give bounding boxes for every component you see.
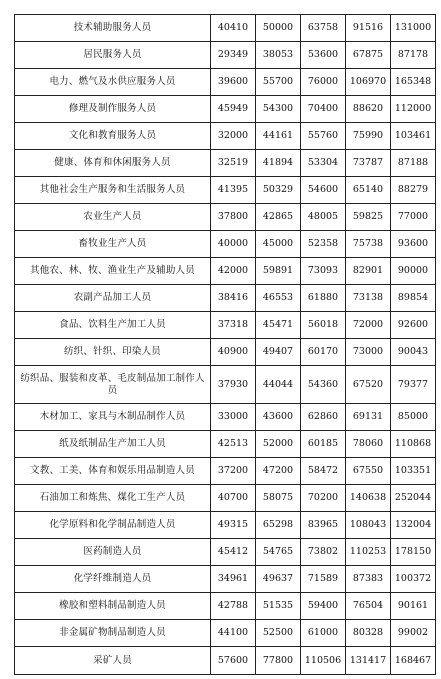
- value-cell-4: 82901: [346, 258, 391, 285]
- value-cell-1: 45949: [211, 96, 256, 123]
- table-row: [15, 366, 436, 404]
- value-cell-2: 52500: [256, 620, 301, 647]
- salary-table: [14, 14, 436, 675]
- table-row: [15, 96, 436, 123]
- value-cell-2: 45000: [256, 231, 301, 258]
- table-row: [15, 285, 436, 312]
- value-cell-5: 112000: [391, 96, 436, 123]
- value-cell-4: 75990: [346, 123, 391, 150]
- value-cell-3: 54600: [301, 177, 346, 204]
- occupation-name-cell: 非金属矿物制品制造人员: [15, 620, 211, 647]
- value-cell-1: 32000: [211, 123, 256, 150]
- table-row: [15, 593, 436, 620]
- occupation-name-cell: 文教、工美、体育和娱乐用品制造人员: [15, 458, 211, 485]
- value-cell-1: 37318: [211, 312, 256, 339]
- value-cell-4: 72000: [346, 312, 391, 339]
- value-cell-4: 67875: [346, 42, 391, 69]
- value-cell-5: 85000: [391, 404, 436, 431]
- occupation-name-cell: 其他社会生产服务和生活服务人员: [15, 177, 211, 204]
- value-cell-2: 54765: [256, 539, 301, 566]
- value-cell-5: 100372: [391, 566, 436, 593]
- value-cell-2: 44161: [256, 123, 301, 150]
- table-row: [15, 647, 436, 675]
- value-cell-1: 41395: [211, 177, 256, 204]
- table-row: [15, 539, 436, 566]
- table-body: [15, 15, 436, 675]
- value-cell-1: 42513: [211, 431, 256, 458]
- value-cell-1: 40900: [211, 339, 256, 366]
- value-cell-5: 87178: [391, 42, 436, 69]
- occupation-name-cell: 木材加工、家具与木制品制作人员: [15, 404, 211, 431]
- value-cell-3: 53304: [301, 150, 346, 177]
- value-cell-5: 99002: [391, 620, 436, 647]
- value-cell-3: 53600: [301, 42, 346, 69]
- value-cell-3: 76000: [301, 69, 346, 96]
- table-row: [15, 431, 436, 458]
- value-cell-4: 73000: [346, 339, 391, 366]
- value-cell-5: 90043: [391, 339, 436, 366]
- value-cell-4: 106970: [346, 69, 391, 96]
- occupation-name-cell: 电力、燃气及水供应服务人员: [15, 69, 211, 96]
- table-row: [15, 42, 436, 69]
- table-row: [15, 258, 436, 285]
- occupation-name-cell: 修理及制作服务人员: [15, 96, 211, 123]
- value-cell-4: 67520: [346, 366, 391, 404]
- occupation-name-cell: 技术辅助服务人员: [15, 15, 211, 42]
- value-cell-1: 33000: [211, 404, 256, 431]
- value-cell-1: 44100: [211, 620, 256, 647]
- salary-table-container: [14, 14, 436, 675]
- value-cell-3: 58472: [301, 458, 346, 485]
- value-cell-1: 45412: [211, 539, 256, 566]
- table-row: [15, 339, 436, 366]
- value-cell-3: 56018: [301, 312, 346, 339]
- value-cell-2: 65298: [256, 512, 301, 539]
- value-cell-3: 52358: [301, 231, 346, 258]
- table-row: [15, 123, 436, 150]
- value-cell-1: 40000: [211, 231, 256, 258]
- value-cell-1: 38416: [211, 285, 256, 312]
- occupation-name-cell: 食品、饮料生产加工人员: [15, 312, 211, 339]
- value-cell-4: 73787: [346, 150, 391, 177]
- value-cell-3: 70400: [301, 96, 346, 123]
- value-cell-2: 42865: [256, 204, 301, 231]
- value-cell-5: 168467: [391, 647, 436, 675]
- value-cell-5: 103351: [391, 458, 436, 485]
- value-cell-2: 54300: [256, 96, 301, 123]
- value-cell-3: 83965: [301, 512, 346, 539]
- value-cell-3: 48005: [301, 204, 346, 231]
- occupation-name-cell: 纸及纸制品生产加工人员: [15, 431, 211, 458]
- table-row: [15, 404, 436, 431]
- value-cell-3: 59400: [301, 593, 346, 620]
- value-cell-4: 140638: [346, 485, 391, 512]
- occupation-name-cell: 化学原料和化学制品制造人员: [15, 512, 211, 539]
- value-cell-4: 78060: [346, 431, 391, 458]
- value-cell-2: 50329: [256, 177, 301, 204]
- value-cell-3: 73802: [301, 539, 346, 566]
- value-cell-5: 252044: [391, 485, 436, 512]
- value-cell-5: 178150: [391, 539, 436, 566]
- table-row: [15, 512, 436, 539]
- value-cell-3: 110506: [301, 647, 346, 675]
- value-cell-3: 61880: [301, 285, 346, 312]
- value-cell-1: 32519: [211, 150, 256, 177]
- value-cell-2: 55700: [256, 69, 301, 96]
- occupation-name-cell: 医药制造人员: [15, 539, 211, 566]
- value-cell-5: 88279: [391, 177, 436, 204]
- occupation-name-cell: 居民服务人员: [15, 42, 211, 69]
- value-cell-4: 75738: [346, 231, 391, 258]
- value-cell-4: 108043: [346, 512, 391, 539]
- value-cell-2: 49637: [256, 566, 301, 593]
- value-cell-5: 93600: [391, 231, 436, 258]
- table-row: [15, 177, 436, 204]
- value-cell-2: 52000: [256, 431, 301, 458]
- value-cell-1: 42000: [211, 258, 256, 285]
- table-row: [15, 231, 436, 258]
- value-cell-5: 165348: [391, 69, 436, 96]
- value-cell-2: 51535: [256, 593, 301, 620]
- value-cell-4: 91516: [346, 15, 391, 42]
- value-cell-3: 70200: [301, 485, 346, 512]
- value-cell-1: 49315: [211, 512, 256, 539]
- value-cell-5: 89854: [391, 285, 436, 312]
- value-cell-2: 43600: [256, 404, 301, 431]
- value-cell-1: 42788: [211, 593, 256, 620]
- value-cell-2: 45471: [256, 312, 301, 339]
- value-cell-1: 40700: [211, 485, 256, 512]
- value-cell-3: 54360: [301, 366, 346, 404]
- table-row: [15, 458, 436, 485]
- value-cell-4: 87383: [346, 566, 391, 593]
- occupation-name-cell: 健康、体育和休闲服务人员: [15, 150, 211, 177]
- value-cell-2: 47200: [256, 458, 301, 485]
- value-cell-2: 49407: [256, 339, 301, 366]
- value-cell-3: 60185: [301, 431, 346, 458]
- table-row: [15, 620, 436, 647]
- value-cell-2: 44044: [256, 366, 301, 404]
- value-cell-4: 88620: [346, 96, 391, 123]
- value-cell-1: 37800: [211, 204, 256, 231]
- value-cell-3: 71589: [301, 566, 346, 593]
- value-cell-5: 110868: [391, 431, 436, 458]
- occupation-name-cell: 农副产品加工人员: [15, 285, 211, 312]
- value-cell-4: 69131: [346, 404, 391, 431]
- value-cell-5: 90161: [391, 593, 436, 620]
- value-cell-3: 60170: [301, 339, 346, 366]
- value-cell-4: 65140: [346, 177, 391, 204]
- value-cell-2: 41894: [256, 150, 301, 177]
- occupation-name-cell: 石油加工和炼焦、煤化工生产人员: [15, 485, 211, 512]
- value-cell-1: 37200: [211, 458, 256, 485]
- value-cell-5: 132004: [391, 512, 436, 539]
- value-cell-4: 73138: [346, 285, 391, 312]
- value-cell-3: 61000: [301, 620, 346, 647]
- table-row: [15, 69, 436, 96]
- value-cell-5: 79377: [391, 366, 436, 404]
- value-cell-1: 34961: [211, 566, 256, 593]
- value-cell-4: 80328: [346, 620, 391, 647]
- value-cell-5: 103461: [391, 123, 436, 150]
- value-cell-4: 67550: [346, 458, 391, 485]
- occupation-name-cell: 橡胶和塑料制品制造人员: [15, 593, 211, 620]
- value-cell-1: 40410: [211, 15, 256, 42]
- value-cell-5: 90000: [391, 258, 436, 285]
- value-cell-4: 76504: [346, 593, 391, 620]
- value-cell-1: 39600: [211, 69, 256, 96]
- table-row: [15, 566, 436, 593]
- occupation-name-cell: 畜牧业生产人员: [15, 231, 211, 258]
- value-cell-2: 77800: [256, 647, 301, 675]
- value-cell-1: 37930: [211, 366, 256, 404]
- value-cell-1: 29349: [211, 42, 256, 69]
- value-cell-4: 131417: [346, 647, 391, 675]
- value-cell-2: 58075: [256, 485, 301, 512]
- table-row: [15, 204, 436, 231]
- occupation-name-cell: 化学纤维制造人员: [15, 566, 211, 593]
- occupation-name-cell: 其他农、林、牧、渔业生产及辅助人员: [15, 258, 211, 285]
- value-cell-1: 57600: [211, 647, 256, 675]
- value-cell-3: 63758: [301, 15, 346, 42]
- value-cell-5: 92600: [391, 312, 436, 339]
- value-cell-2: 59891: [256, 258, 301, 285]
- value-cell-4: 110253: [346, 539, 391, 566]
- value-cell-2: 50000: [256, 15, 301, 42]
- table-row: [15, 150, 436, 177]
- occupation-name-cell: 纺织品、服装和皮革、毛皮制品加工制作人员: [15, 366, 211, 404]
- occupation-name-cell: 农业生产人员: [15, 204, 211, 231]
- value-cell-3: 62860: [301, 404, 346, 431]
- value-cell-5: 87188: [391, 150, 436, 177]
- occupation-name-cell: 采矿人员: [15, 647, 211, 675]
- occupation-name-cell: 纺织、针织、印染人员: [15, 339, 211, 366]
- table-row: [15, 15, 436, 42]
- value-cell-3: 55760: [301, 123, 346, 150]
- value-cell-2: 46553: [256, 285, 301, 312]
- table-row: [15, 312, 436, 339]
- value-cell-4: 59825: [346, 204, 391, 231]
- value-cell-2: 38053: [256, 42, 301, 69]
- value-cell-3: 73093: [301, 258, 346, 285]
- table-row: [15, 485, 436, 512]
- value-cell-5: 131000: [391, 15, 436, 42]
- value-cell-5: 77000: [391, 204, 436, 231]
- occupation-name-cell: 文化和教育服务人员: [15, 123, 211, 150]
